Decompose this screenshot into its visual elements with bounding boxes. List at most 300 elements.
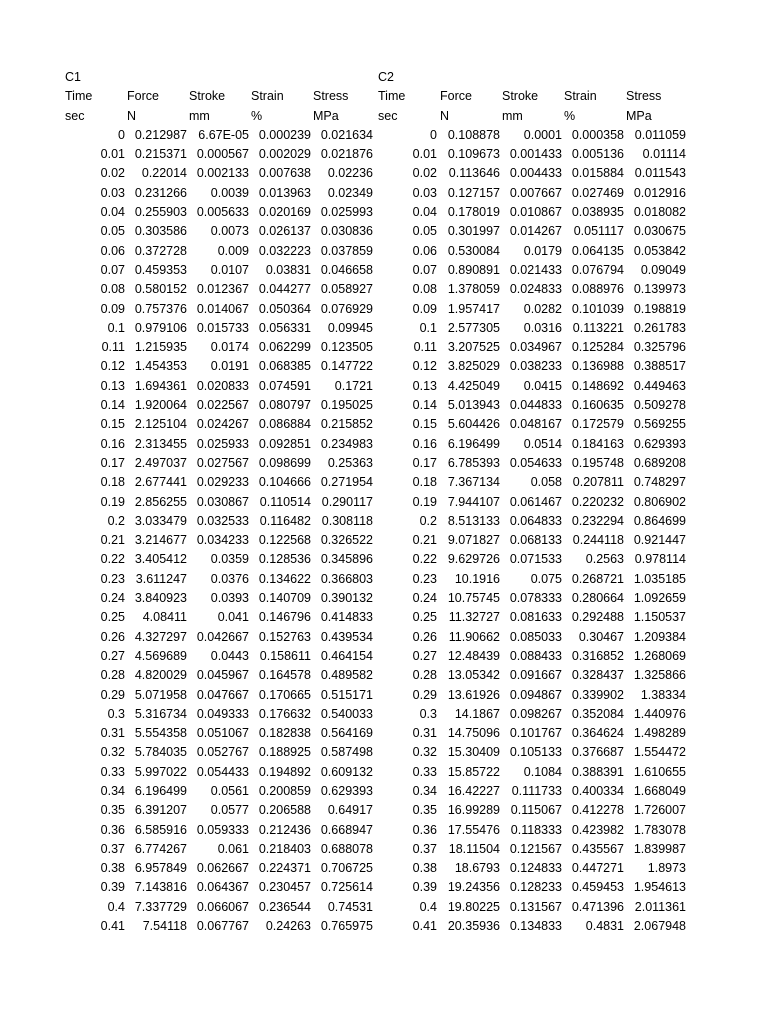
- c2-cell-strain: 0.316852: [571, 648, 624, 663]
- c2-cell-force: 0.178019: [447, 205, 500, 220]
- c1-cell-stress: 0.64917: [327, 803, 373, 818]
- c1-cell-strain: 0.032223: [258, 243, 311, 258]
- c2-cell-stress: 1.839987: [633, 841, 686, 856]
- c1-cell-stroke: 0.051067: [196, 726, 249, 741]
- c1-cell-strain: 0.194892: [258, 764, 311, 779]
- c1-cell-force: 0.215371: [134, 147, 187, 162]
- c2-cell-stroke: 0.078333: [509, 591, 562, 606]
- c1-cell-strain: 0.000239: [258, 127, 311, 142]
- c2-cell-stroke: 0.048167: [509, 417, 562, 432]
- c2-cell-force: 1.378059: [447, 282, 500, 297]
- c1-cell-force: 6.391207: [134, 803, 187, 818]
- c1-cell-stroke: 0.0107: [210, 262, 249, 277]
- c2-cell-stroke: 0.085033: [509, 629, 562, 644]
- c2-cell-stress: 0.012916: [633, 185, 686, 200]
- c1-cell-force: 3.611247: [135, 571, 187, 586]
- c2-cell-stroke: 0.0001: [523, 127, 562, 142]
- c1-cell-stroke: 0.066067: [196, 899, 249, 914]
- c2-cell-force: 3.825029: [447, 359, 500, 374]
- c1-unit-stroke: mm: [189, 108, 210, 123]
- table-row: [0, 184, 768, 203]
- c2-cell-force: 10.1916: [454, 571, 500, 586]
- c1-cell-time: 0.12: [100, 359, 125, 374]
- c1-cell-strain: 0.176632: [258, 706, 311, 721]
- c2-cell-time: 0.35: [412, 803, 437, 818]
- c2-cell-force: 19.24356: [447, 880, 500, 895]
- c1-unit-stress: MPa: [313, 108, 339, 123]
- c2-header-force: Force: [440, 89, 472, 104]
- c1-cell-force: 1.454353: [134, 359, 187, 374]
- c2-cell-force: 15.30409: [447, 745, 500, 760]
- c2-cell-strain: 0.038935: [571, 205, 624, 220]
- c2-cell-force: 13.05342: [447, 668, 500, 683]
- c1-cell-strain: 0.026137: [258, 224, 311, 239]
- c1-cell-stress: 0.058927: [320, 282, 373, 297]
- c1-cell-force: 2.677441: [134, 475, 187, 490]
- c1-cell-force: 0.212987: [134, 127, 187, 142]
- c2-cell-stroke: 0.1084: [523, 764, 562, 779]
- c1-cell-stress: 0.046658: [320, 262, 373, 277]
- c1-cell-stress: 0.021876: [320, 147, 373, 162]
- c1-cell-time: 0.22: [100, 552, 125, 567]
- c2-cell-time: 0.23: [412, 571, 437, 586]
- c2-cell-stress: 0.388517: [633, 359, 686, 374]
- c1-cell-strain: 0.152763: [258, 629, 311, 644]
- c1-cell-force: 3.840923: [134, 591, 187, 606]
- c1-cell-strain: 0.116482: [259, 513, 311, 528]
- c1-cell-force: 7.143816: [134, 880, 187, 895]
- c1-cell-force: 0.459353: [134, 262, 187, 277]
- c1-cell-force: 2.497037: [134, 455, 187, 470]
- c2-cell-strain: 0.2563: [585, 552, 624, 567]
- c1-header-stroke: Stroke: [189, 89, 226, 104]
- c2-cell-stress: 0.748297: [633, 475, 686, 490]
- c1-cell-stress: 0.308118: [321, 513, 373, 528]
- c1-cell-stroke: 0.049333: [196, 706, 249, 721]
- c2-cell-force: 14.75096: [447, 726, 500, 741]
- c2-cell-stress: 1.268069: [633, 648, 686, 663]
- c1-cell-stress: 0.09945: [327, 320, 373, 335]
- c1-cell-strain: 0.110514: [259, 494, 311, 509]
- c1-cell-stress: 0.439534: [320, 629, 373, 644]
- c2-cell-force: 5.013943: [447, 398, 500, 413]
- c1-cell-stroke: 0.014067: [196, 301, 249, 316]
- table-row: [0, 126, 768, 145]
- c2-cell-stroke: 0.088433: [509, 648, 562, 663]
- c1-cell-stroke: 0.024267: [196, 417, 249, 432]
- c2-cell-stroke: 0.004433: [509, 166, 562, 181]
- c2-cell-time: 0.29: [412, 687, 437, 702]
- spreadsheet: [0, 68, 768, 936]
- table-row: [0, 550, 768, 569]
- c1-cell-stress: 0.123505: [320, 340, 373, 355]
- table-row: [0, 878, 768, 897]
- c2-cell-strain: 0.435567: [571, 841, 624, 856]
- c1-cell-time: 0.01: [100, 147, 125, 162]
- c1-cell-stress: 0.725614: [320, 880, 373, 895]
- c1-cell-time: 0.04: [100, 205, 125, 220]
- c2-cell-force: 0.127157: [447, 185, 500, 200]
- table-row: [0, 589, 768, 608]
- c1-cell-strain: 0.140709: [258, 591, 311, 606]
- c1-cell-stress: 0.390132: [320, 591, 373, 606]
- c2-cell-stress: 0.030675: [633, 224, 686, 239]
- c1-cell-time: 0.02: [100, 166, 125, 181]
- c1-cell-time: 0.27: [100, 648, 125, 663]
- c1-cell-stress: 0.147722: [320, 359, 373, 374]
- c2-cell-time: 0.13: [412, 378, 437, 393]
- c2-cell-force: 2.577305: [447, 320, 500, 335]
- c1-cell-stress: 0.668947: [320, 822, 373, 837]
- c1-cell-time: 0.18: [100, 475, 125, 490]
- table-row: [0, 203, 768, 222]
- c2-cell-strain: 0.207811: [572, 475, 624, 490]
- c1-cell-force: 4.327297: [134, 629, 187, 644]
- c2-cell-strain: 0.30467: [578, 629, 624, 644]
- c2-cell-strain: 0.4831: [585, 919, 624, 934]
- c1-cell-time: 0.28: [100, 668, 125, 683]
- c2-cell-force: 0.113646: [448, 166, 500, 181]
- c1-cell-force: 2.313455: [134, 436, 187, 451]
- c2-cell-strain: 0.244118: [572, 533, 624, 548]
- c1-cell-time: 0.34: [100, 783, 125, 798]
- c1-cell-stress: 0.706725: [320, 861, 373, 876]
- c2-cell-force: 9.071827: [447, 533, 500, 548]
- c1-cell-stroke: 0.042667: [196, 629, 249, 644]
- c2-cell-time: 0.36: [412, 822, 437, 837]
- c1-cell-stress: 0.345896: [320, 552, 373, 567]
- c1-cell-stress: 0.629393: [320, 783, 373, 798]
- c2-cell-force: 12.48439: [447, 648, 500, 663]
- c1-cell-stress: 0.366803: [320, 571, 373, 586]
- c1-cell-stroke: 0.064367: [196, 880, 249, 895]
- c1-cell-force: 7.54118: [142, 919, 187, 934]
- c2-cell-stress: 0.011059: [634, 127, 686, 142]
- c1-cell-stroke: 0.052767: [196, 745, 249, 760]
- c2-cell-stroke: 0.021433: [509, 262, 562, 277]
- c2-cell-stress: 1.954613: [633, 880, 686, 895]
- c1-cell-force: 4.08411: [142, 610, 187, 625]
- c1-cell-force: 6.957849: [134, 861, 187, 876]
- c1-header-force: Force: [127, 89, 159, 104]
- c2-cell-strain: 0.005136: [571, 147, 624, 162]
- table-row: [0, 396, 768, 415]
- c1-cell-time: 0.16: [100, 436, 125, 451]
- table-row: [0, 531, 768, 550]
- c2-cell-stress: 1.092659: [633, 591, 686, 606]
- c2-cell-strain: 0.328437: [571, 668, 624, 683]
- c1-cell-strain: 0.212436: [258, 822, 311, 837]
- c2-cell-time: 0.06: [412, 243, 437, 258]
- c1-cell-time: 0.24: [100, 591, 125, 606]
- c2-cell-time: 0.16: [412, 436, 437, 451]
- c2-cell-force: 19.80225: [447, 899, 500, 914]
- c1-cell-time: 0.1: [107, 320, 125, 335]
- table-row: [0, 859, 768, 878]
- c1-cell-stroke: 0.012367: [196, 282, 249, 297]
- c1-cell-time: 0: [118, 127, 125, 142]
- c1-cell-stress: 0.02236: [327, 166, 373, 181]
- c2-cell-time: 0.05: [412, 224, 437, 239]
- c1-cell-time: 0.3: [107, 706, 125, 721]
- c1-cell-stroke: 0.015733: [196, 320, 249, 335]
- c2-cell-time: 0.33: [412, 764, 437, 779]
- c2-cell-stress: 1.498289: [633, 726, 686, 741]
- c2-cell-time: 0.19: [412, 494, 437, 509]
- c1-cell-force: 6.774267: [134, 841, 187, 856]
- c2-cell-force: 0.109673: [447, 147, 500, 162]
- c2-cell-force: 3.207525: [447, 340, 500, 355]
- c1-cell-stress: 0.688078: [320, 841, 373, 856]
- c1-cell-stress: 0.464154: [320, 648, 373, 663]
- c2-cell-time: 0.04: [412, 205, 437, 220]
- c2-cell-strain: 0.125284: [571, 340, 624, 355]
- c2-cell-force: 5.604426: [447, 417, 500, 432]
- c2-cell-stress: 0.509278: [633, 398, 686, 413]
- c1-cell-time: 0.36: [100, 822, 125, 837]
- c2-cell-strain: 0.000358: [571, 127, 624, 142]
- c2-cell-time: 0.18: [412, 475, 437, 490]
- c1-cell-stress: 0.326522: [320, 533, 373, 548]
- c1-cell-stroke: 0.025933: [196, 436, 249, 451]
- c2-cell-time: 0.34: [412, 783, 437, 798]
- c1-cell-time: 0.32: [100, 745, 125, 760]
- c1-cell-force: 2.856255: [134, 494, 187, 509]
- c2-cell-stress: 1.325866: [633, 668, 686, 683]
- c2-cell-stress: 1.38334: [640, 687, 686, 702]
- c1-cell-force: 7.337729: [134, 899, 187, 914]
- c1-cell-stroke: 0.061: [217, 841, 249, 856]
- c2-unit-stroke: mm: [502, 108, 523, 123]
- c1-cell-stroke: 0.067767: [196, 919, 249, 934]
- c2-cell-time: 0.31: [412, 726, 437, 741]
- c1-cell-time: 0.15: [100, 417, 125, 432]
- c1-cell-force: 0.979106: [134, 320, 187, 335]
- c1-cell-stroke: 0.030867: [196, 494, 249, 509]
- c1-cell-force: 5.316734: [134, 706, 187, 721]
- c1-cell-force: 1.694361: [134, 378, 187, 393]
- c2-cell-time: 0.26: [412, 629, 437, 644]
- c2-cell-stroke: 0.081633: [509, 610, 562, 625]
- c2-cell-strain: 0.268721: [571, 571, 624, 586]
- c2-cell-stroke: 0.071533: [509, 552, 562, 567]
- table-row: [0, 357, 768, 376]
- c2-cell-strain: 0.113221: [572, 320, 624, 335]
- table-row: [0, 300, 768, 319]
- c2-cell-stroke: 0.0316: [523, 320, 562, 335]
- c2-cell-force: 9.629726: [447, 552, 500, 567]
- c1-cell-time: 0.35: [100, 803, 125, 818]
- table-row: [0, 801, 768, 820]
- c1-header-strain: Strain: [251, 89, 284, 104]
- c1-cell-force: 6.196499: [134, 783, 187, 798]
- c1-cell-strain: 0.200859: [258, 783, 311, 798]
- c1-cell-stress: 0.021634: [320, 127, 373, 142]
- c2-unit-force: N: [440, 108, 450, 123]
- c2-cell-stress: 0.09049: [640, 262, 686, 277]
- c2-cell-force: 0.301997: [447, 224, 500, 239]
- data-rows: [0, 126, 768, 936]
- c2-cell-force: 7.944107: [447, 494, 500, 509]
- c2-cell-strain: 0.292488: [571, 610, 624, 625]
- c1-cell-time: 0.29: [100, 687, 125, 702]
- table-row: [0, 821, 768, 840]
- c2-cell-time: 0.38: [412, 861, 437, 876]
- table-row: [0, 261, 768, 280]
- c1-cell-strain: 0.134622: [258, 571, 311, 586]
- c1-cell-stress: 0.414833: [320, 610, 373, 625]
- c1-cell-strain: 0.146796: [258, 610, 311, 625]
- c2-cell-strain: 0.051117: [573, 224, 624, 239]
- c2-cell-stress: 0.139973: [633, 282, 686, 297]
- c2-cell-force: 18.11504: [448, 841, 500, 856]
- c2-cell-strain: 0.184163: [571, 436, 624, 451]
- c2-cell-stroke: 0.075: [530, 571, 562, 586]
- c1-cell-strain: 0.164578: [258, 668, 311, 683]
- c1-cell-force: 0.22014: [141, 166, 187, 181]
- c1-cell-strain: 0.224371: [258, 861, 311, 876]
- c2-cell-stroke: 0.131567: [509, 899, 562, 914]
- c2-cell-stroke: 0.121567: [509, 841, 562, 856]
- c1-cell-stress: 0.587498: [320, 745, 373, 760]
- c1-cell-force: 5.784035: [134, 745, 187, 760]
- c1-cell-stroke: 0.059333: [196, 822, 249, 837]
- c1-header-stress: Stress: [313, 89, 349, 104]
- c2-cell-force: 17.55476: [447, 822, 500, 837]
- c2-cell-time: 0.15: [412, 417, 437, 432]
- c2-cell-strain: 0.400334: [571, 783, 624, 798]
- c1-cell-time: 0.03: [100, 185, 125, 200]
- c1-cell-force: 2.125104: [134, 417, 187, 432]
- c2-cell-stroke: 0.101767: [509, 726, 562, 741]
- c2-cell-stress: 0.01114: [642, 147, 686, 162]
- table-row: [0, 338, 768, 357]
- c1-cell-stress: 0.271954: [320, 475, 373, 490]
- c2-cell-time: 0.4: [419, 899, 437, 914]
- c2-cell-time: 0.1: [419, 320, 437, 335]
- c2-cell-strain: 0.136988: [571, 359, 624, 374]
- c1-cell-stroke: 0.020833: [196, 378, 249, 393]
- c1-cell-force: 3.214677: [134, 533, 187, 548]
- c1-cell-strain: 0.002029: [258, 147, 311, 162]
- c2-cell-stress: 0.198819: [633, 301, 686, 316]
- c1-cell-stroke: 0.0039: [210, 185, 249, 200]
- c1-cell-stroke: 0.0191: [210, 359, 249, 374]
- c1-cell-time: 0.4: [107, 899, 125, 914]
- c2-cell-stress: 1.610655: [633, 764, 686, 779]
- c1-cell-force: 4.569689: [134, 648, 187, 663]
- c2-cell-time: 0.41: [412, 919, 437, 934]
- c1-cell-stroke: 0.0443: [210, 648, 249, 663]
- c1-unit-force: N: [127, 108, 137, 123]
- c1-label: C1: [65, 70, 81, 84]
- c2-label: C2: [378, 70, 394, 84]
- c2-cell-strain: 0.172579: [571, 417, 624, 432]
- c2-cell-stroke: 0.007667: [509, 185, 562, 200]
- c2-cell-force: 1.957417: [447, 301, 500, 316]
- c1-cell-stroke: 0.034233: [196, 533, 249, 548]
- c1-cell-strain: 0.104666: [258, 475, 311, 490]
- c2-cell-stress: 1.668049: [633, 783, 686, 798]
- c2-cell-time: 0.37: [412, 841, 437, 856]
- c2-cell-time: 0.27: [412, 648, 437, 663]
- c2-cell-stroke: 0.058: [530, 475, 562, 490]
- c2-cell-force: 7.367134: [447, 475, 500, 490]
- table-row: [0, 898, 768, 917]
- c1-unit-time: sec: [65, 108, 85, 123]
- c1-cell-stroke: 0.029233: [196, 475, 249, 490]
- c1-cell-force: 4.820029: [134, 668, 187, 683]
- c1-cell-stroke: 0.032533: [196, 513, 249, 528]
- c1-cell-strain: 0.086884: [258, 417, 311, 432]
- c2-cell-force: 13.61926: [447, 687, 500, 702]
- c1-cell-strain: 0.050364: [258, 301, 311, 316]
- table-row: [0, 840, 768, 859]
- c2-cell-stress: 0.689208: [633, 455, 686, 470]
- c2-cell-strain: 0.088976: [571, 282, 624, 297]
- c2-cell-stroke: 0.044833: [509, 398, 562, 413]
- c1-header-time: Time: [65, 89, 93, 104]
- table-row: [0, 280, 768, 299]
- c2-cell-time: 0.21: [412, 533, 437, 548]
- c1-cell-strain: 0.044277: [258, 282, 311, 297]
- c2-unit-strain: %: [564, 108, 576, 123]
- c2-cell-stress: 1.440976: [633, 706, 686, 721]
- c1-cell-time: 0.31: [100, 726, 125, 741]
- c2-cell-force: 14.1867: [454, 706, 500, 721]
- table-row: [0, 319, 768, 338]
- c2-cell-stress: 1.8973: [647, 861, 686, 876]
- c1-cell-stroke: 0.0359: [210, 552, 249, 567]
- c2-cell-time: 0.3: [419, 706, 437, 721]
- table-row: [0, 782, 768, 801]
- c2-cell-strain: 0.412278: [571, 803, 624, 818]
- c1-cell-strain: 0.182838: [258, 726, 311, 741]
- c2-cell-time: 0: [430, 127, 437, 142]
- table-row: [0, 686, 768, 705]
- c2-cell-force: 10.75745: [447, 591, 500, 606]
- c1-cell-time: 0.17: [100, 455, 125, 470]
- c1-cell-stroke: 0.0174: [210, 340, 249, 355]
- c2-cell-strain: 0.064135: [571, 243, 624, 258]
- c1-cell-time: 0.33: [100, 764, 125, 779]
- c1-cell-stress: 0.765975: [320, 919, 373, 934]
- table-row: [0, 917, 768, 936]
- c2-cell-strain: 0.015884: [571, 166, 624, 181]
- c1-cell-stroke: 0.0073: [210, 224, 249, 239]
- c1-cell-force: 1.920064: [134, 398, 187, 413]
- table-row: [0, 570, 768, 589]
- c1-cell-force: 5.071958: [134, 687, 187, 702]
- c2-cell-strain: 0.423982: [571, 822, 624, 837]
- c2-cell-time: 0.07: [412, 262, 437, 277]
- c2-header-stroke: Stroke: [502, 89, 539, 104]
- c1-cell-stroke: 0.002133: [196, 166, 249, 181]
- c1-cell-time: 0.19: [100, 494, 125, 509]
- c1-cell-stress: 0.037859: [320, 243, 373, 258]
- c2-cell-stress: 0.011543: [634, 166, 686, 181]
- c2-cell-strain: 0.364624: [571, 726, 624, 741]
- c2-cell-time: 0.09: [412, 301, 437, 316]
- c1-cell-force: 0.303586: [134, 224, 187, 239]
- c2-cell-stroke: 0.061467: [509, 494, 562, 509]
- c2-cell-time: 0.32: [412, 745, 437, 760]
- c2-cell-stroke: 0.0415: [523, 378, 562, 393]
- c2-cell-force: 0.890891: [447, 262, 500, 277]
- c2-cell-stroke: 0.038233: [509, 359, 562, 374]
- c1-cell-strain: 0.236544: [258, 899, 311, 914]
- c1-cell-force: 0.255903: [134, 205, 187, 220]
